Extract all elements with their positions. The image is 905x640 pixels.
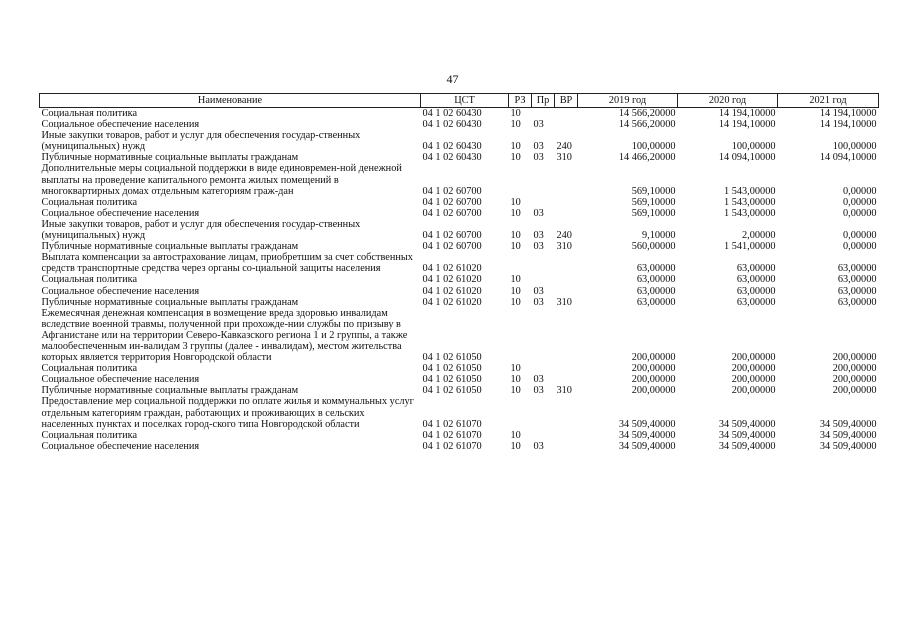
row-2019: 569,10000 [631, 207, 676, 219]
row-vr: 310 [556, 385, 572, 397]
row-rz: 10 [510, 285, 521, 297]
page-number: 47 [446, 72, 459, 86]
table-header-row [40, 94, 879, 108]
row-cst: 04 1 02 60430 [422, 152, 482, 164]
budget-table [39, 93, 879, 452]
row-name: Социальное обеспечение населения [41, 285, 200, 297]
row-rz: 10 [510, 141, 521, 153]
row-name: Социальное обеспечение населения [41, 374, 200, 386]
row-name: Социальная политика [41, 108, 138, 119]
row-2019: 200,00000 [631, 385, 676, 397]
row-rz: 10 [510, 108, 521, 119]
row-2021: 63,00000 [837, 274, 877, 286]
row-pr [532, 308, 555, 363]
row-2019: 34 509,40000 [618, 418, 676, 430]
row-2021: 63,00000 [837, 263, 877, 275]
row-rz: 10 [510, 374, 521, 386]
row-rz: 10 [510, 274, 521, 286]
row-2021: 200,00000 [832, 352, 877, 364]
row-cst: 04 1 02 61070 [422, 429, 482, 441]
row-pr: 03 [533, 241, 544, 253]
row-vr [555, 163, 578, 196]
row-vr: 240 [556, 230, 572, 242]
row-pr [532, 108, 555, 120]
row-pr: 03 [533, 119, 544, 131]
table-row [40, 252, 879, 274]
row-rz: 10 [510, 230, 521, 242]
row-2021: 14 194,10000 [819, 119, 877, 131]
header-cst: ЦСТ [421, 94, 509, 108]
row-name: Социальная политика [41, 274, 138, 286]
row-2021: 0,00000 [843, 207, 877, 219]
table-row [40, 108, 879, 120]
table-row [40, 219, 879, 241]
row-2019: 63,00000 [636, 285, 676, 297]
row-2019: 569,10000 [631, 196, 676, 208]
row-cst: 04 1 02 60430 [422, 108, 482, 119]
table-row [40, 297, 879, 308]
row-name: Ежемесячная денежная компенсация в возмещение вреда здоровью инвалидам вследствие военной травмы, полученной при прохожде-нии службы по призыву в Афганистане или на территории Северо-Кавказского региона 1 и 2 группы, а также малообеспеченным ин-валидам 3 группы (далее - инвалидам), местом жительства которых является территория Новгородской области [41, 307, 408, 364]
row-2021: 14 194,10000 [819, 108, 877, 119]
row-2020: 34 509,40000 [718, 418, 776, 430]
table-row [40, 308, 879, 363]
table-body [40, 108, 879, 452]
row-2020: 34 509,40000 [718, 429, 776, 441]
row-rz: 10 [510, 440, 521, 452]
row-2020: 14 194,10000 [718, 119, 776, 131]
row-name: Публичные нормативные социальные выплаты гражданам [41, 241, 299, 253]
row-name: Социальное обеспечение населения [41, 440, 200, 452]
row-name: Иные закупки товаров, работ и услуг для обеспечения государ-ственных (муниципальных) нужд [41, 218, 361, 242]
row-2019: 100,00000 [631, 141, 676, 153]
table-row [40, 363, 879, 374]
row-vr [555, 308, 578, 363]
row-rz: 10 [510, 363, 521, 375]
row-2021: 34 509,40000 [819, 440, 877, 452]
table-row [40, 430, 879, 441]
row-name: Дополнительные меры социальной поддержки в виде единовремен-ной денежной выплаты на проведение капитального ремонта жилых помещений в многоквартирных домах отдельным категориям граж-дан [41, 163, 402, 197]
row-vr: 310 [556, 296, 572, 308]
row-2019: 63,00000 [636, 274, 676, 286]
row-cst: 04 1 02 61050 [422, 352, 482, 364]
table-row [40, 208, 879, 219]
row-2020: 34 509,40000 [718, 440, 776, 452]
row-rz: 10 [510, 119, 521, 131]
row-2019: 9,10000 [642, 230, 676, 242]
row-2019: 14 566,20000 [618, 108, 676, 119]
table-row [40, 152, 879, 163]
row-vr [555, 374, 578, 385]
row-rz: 10 [510, 207, 521, 219]
row-2021: 0,00000 [843, 241, 877, 253]
row-rz: 10 [510, 196, 521, 208]
table-row [40, 286, 879, 297]
row-cst: 04 1 02 61020 [422, 263, 482, 275]
row-2021: 200,00000 [832, 385, 877, 397]
header-pr: Пр [532, 94, 555, 108]
row-cst: 04 1 02 61020 [422, 274, 482, 286]
row-vr [555, 430, 578, 441]
row-2019: 63,00000 [636, 296, 676, 308]
table-row [40, 241, 879, 252]
header-2019: 2019 год [578, 94, 678, 108]
row-cst: 04 1 02 60700 [422, 241, 482, 253]
row-vr: 240 [556, 141, 572, 153]
row-name: Социальная политика [41, 363, 138, 375]
row-pr [532, 197, 555, 208]
row-2020: 1 543,00000 [724, 207, 776, 219]
row-2019: 63,00000 [636, 263, 676, 275]
table-row [40, 385, 879, 396]
row-cst: 04 1 02 60430 [422, 119, 482, 131]
row-cst: 04 1 02 60700 [422, 230, 482, 242]
row-pr: 03 [533, 440, 544, 452]
row-pr [532, 163, 555, 196]
row-pr [532, 363, 555, 374]
row-cst: 04 1 02 60700 [422, 196, 482, 208]
row-2021: 0,00000 [843, 196, 877, 208]
row-2020: 1 543,00000 [724, 185, 776, 197]
row-rz: 10 [510, 152, 521, 164]
row-2019: 569,10000 [631, 185, 676, 197]
row-name: Социальная политика [41, 196, 138, 208]
row-rz [509, 308, 532, 363]
header-name: Наименование [40, 94, 421, 108]
row-2020: 200,00000 [731, 363, 776, 375]
header-2020: 2020 год [678, 94, 778, 108]
table-row [40, 441, 879, 452]
row-vr [555, 108, 578, 120]
row-rz [509, 252, 532, 274]
row-2020: 63,00000 [736, 285, 776, 297]
row-name: Выплата компенсации за автострахование лицам, приобретшим за счет собственных средств транспортные средства через органы со-циальной защиты населения [41, 252, 413, 275]
row-pr [532, 396, 555, 429]
row-pr: 03 [533, 385, 544, 397]
row-pr: 03 [533, 230, 544, 242]
row-pr [532, 252, 555, 274]
row-pr: 03 [533, 141, 544, 153]
row-cst: 04 1 02 60700 [422, 207, 482, 219]
row-pr: 03 [533, 207, 544, 219]
row-pr: 03 [533, 296, 544, 308]
row-vr: 310 [556, 152, 572, 164]
row-2021: 0,00000 [843, 185, 877, 197]
row-vr [555, 119, 578, 130]
table-row [40, 197, 879, 208]
row-2021: 63,00000 [837, 296, 877, 308]
row-pr [532, 274, 555, 285]
row-2020: 100,00000 [731, 141, 776, 153]
row-name: Предоставление мер социальной поддержки по оплате жилья и коммунальных услуг отдельным категориям граждан, работающих и проживающих в сельских населенных пунктах и поселках город-ского типа Новгородской области [41, 396, 414, 430]
row-vr [555, 396, 578, 429]
row-vr [555, 286, 578, 297]
row-2020: 63,00000 [736, 296, 776, 308]
row-cst: 04 1 02 61070 [422, 440, 482, 452]
row-2019: 200,00000 [631, 374, 676, 386]
row-pr [532, 430, 555, 441]
row-vr [555, 197, 578, 208]
row-vr: 310 [556, 241, 572, 253]
table-row [40, 396, 879, 429]
row-rz: 10 [510, 429, 521, 441]
row-name: Иные закупки товаров, работ и услуг для обеспечения государ-ственных (муниципальных) нужд [41, 130, 361, 153]
row-2020: 200,00000 [731, 374, 776, 386]
row-cst: 04 1 02 61020 [422, 285, 482, 297]
row-2020: 1 543,00000 [724, 196, 776, 208]
row-2021: 100,00000 [832, 141, 877, 153]
row-rz: 10 [510, 241, 521, 253]
row-2020: 200,00000 [731, 385, 776, 397]
row-vr [555, 252, 578, 274]
row-rz [509, 163, 532, 196]
row-name: Публичные нормативные социальные выплаты гражданам [41, 152, 299, 164]
row-2019: 200,00000 [631, 363, 676, 375]
row-2019: 200,00000 [631, 352, 676, 364]
header-vr: ВР [555, 94, 578, 108]
row-cst: 04 1 02 61050 [422, 363, 482, 375]
row-2020: 2,00000 [742, 230, 776, 242]
row-rz [509, 396, 532, 429]
row-2019: 14 466,20000 [618, 152, 676, 164]
row-2019: 34 509,40000 [618, 429, 676, 441]
row-2020: 14 094,10000 [718, 152, 776, 164]
row-rz: 10 [510, 296, 521, 308]
row-2021: 200,00000 [832, 374, 877, 386]
row-cst: 04 1 02 61070 [422, 418, 482, 430]
row-cst: 04 1 02 61050 [422, 385, 482, 397]
row-cst: 04 1 02 60430 [422, 141, 482, 153]
header-2021: 2021 год [778, 94, 879, 108]
row-pr: 03 [533, 374, 544, 386]
row-name: Социальное обеспечение населения [41, 119, 200, 131]
row-pr: 03 [533, 152, 544, 164]
row-2020: 1 541,00000 [724, 241, 776, 253]
table-row [40, 374, 879, 385]
row-name: Публичные нормативные социальные выплаты гражданам [41, 296, 299, 308]
row-name: Социальная политика [41, 429, 138, 441]
row-2021: 0,00000 [843, 230, 877, 242]
row-2021: 200,00000 [832, 363, 877, 375]
row-cst: 04 1 02 61020 [422, 296, 482, 308]
row-vr [555, 274, 578, 285]
row-2021: 14 094,10000 [819, 152, 877, 164]
row-cst: 04 1 02 60700 [422, 185, 482, 197]
table-row [40, 274, 879, 285]
row-2021: 63,00000 [837, 285, 877, 297]
row-vr [555, 208, 578, 219]
row-2021: 34 509,40000 [819, 418, 877, 430]
row-2019: 14 566,20000 [618, 119, 676, 131]
row-2020: 63,00000 [736, 263, 776, 275]
row-rz: 10 [510, 385, 521, 397]
row-cst: 04 1 02 61050 [422, 374, 482, 386]
table-row [40, 130, 879, 152]
row-name: Социальное обеспечение населения [41, 207, 200, 219]
row-2019: 34 509,40000 [618, 440, 676, 452]
table-row [40, 119, 879, 130]
header-rz: РЗ [509, 94, 532, 108]
row-vr [555, 363, 578, 374]
row-2020: 63,00000 [736, 274, 776, 286]
row-2019: 560,00000 [631, 241, 676, 253]
row-pr: 03 [533, 285, 544, 297]
table-row [40, 163, 879, 196]
row-2020: 14 194,10000 [718, 108, 776, 119]
row-vr [555, 441, 578, 452]
row-2020: 200,00000 [731, 352, 776, 364]
row-2021: 34 509,40000 [819, 429, 877, 441]
row-name: Публичные нормативные социальные выплаты гражданам [41, 385, 299, 397]
